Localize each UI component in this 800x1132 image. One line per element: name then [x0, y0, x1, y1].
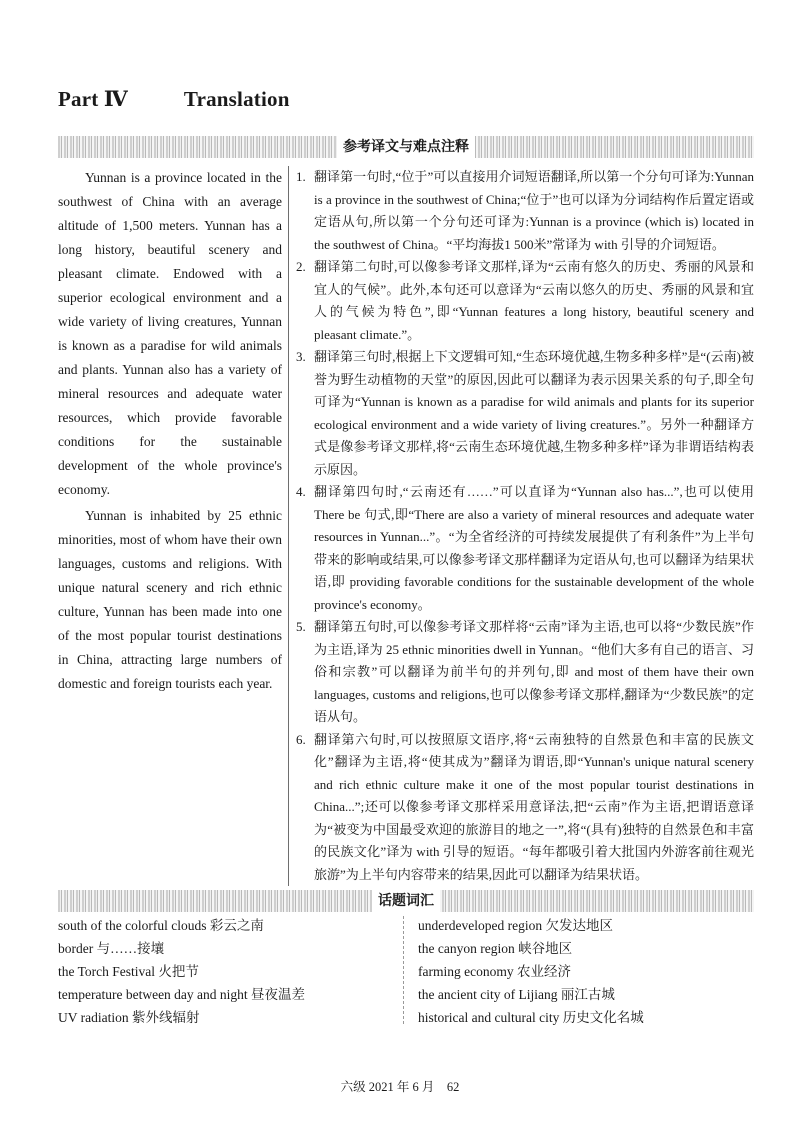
vocab-item: the Torch Festival 火把节	[58, 964, 199, 979]
vocab-list-left	[58, 914, 398, 1029]
note-item	[296, 481, 754, 616]
note-number: 4.	[296, 484, 306, 499]
note-item	[296, 166, 754, 256]
column-divider	[288, 166, 289, 886]
reference-paragraph-1: Yunnan is a province located in the southwest of China with an average altitude of 1,500 meters. Yunnan has a long history, beautiful scenery and pleasant climate. Endowed with a superior ecological environment and a wide variety of living creatures, Yunnan is known as a paradise for wild animals and plants. Yunnan also has a variety of mineral resources and adequate water resources, which provide favorable conditions for the sustainable development of the whole province's economy.	[58, 170, 282, 497]
note-number: 6.	[296, 731, 306, 747]
vocab-item: the canyon region 峡谷地区	[418, 941, 573, 956]
part-number: Part Ⅳ	[58, 87, 128, 111]
vocab-item: UV radiation 紫外线辐射	[58, 1010, 200, 1025]
section-title-vocabulary: 话题词汇	[372, 890, 440, 912]
note-text: 翻译第一句时,“位于”可以直接用介词短语翻译,所以第一个分句可译为:Yunnan is a province in the southwest of China;“位于”也可以译为分词结构作后置定语或定语从句,所以第一个分句还可译为:Yunnan is a province (which is) located in the southwest of China。“平均海拔1 500米”常译为 with 引导的介词短语。	[314, 169, 754, 252]
vocab-item: underdeveloped region 欠发达地区	[418, 918, 613, 933]
note-text: 翻译第三句时,根据上下文逻辑可知,“生态环境优越,生物多种多样”是“(云南)被誉为野生动植物的天堂”的原因,因此可以翻译为表示因果关系的句子,即全句可译为“Yunnan is known as a paradise for wild animals and plants for its superior ecological environment and a wide variety of living creatures.”。另外一种翻译方式是像参考译文那样,将“云南生态环境优越,生物多种多样”译为非谓语结构表示原因。	[314, 349, 754, 477]
vocab-list-right	[418, 914, 754, 1029]
translation-notes	[296, 166, 754, 886]
reference-paragraph-2: Yunnan is inhabited by 25 ethnic minorities, most of whom have their own languages, customs and religions. With unique natural scenery and rich ethnic culture, Yunnan has been made into one of the most popular tourist destinations in China, attracting large numbers of domestic and foreign tourists each year.	[58, 508, 282, 691]
vocab-item: south of the colorful clouds 彩云之南	[58, 918, 264, 933]
vocab-item: historical and cultural city 历史文化名城	[418, 1010, 644, 1025]
note-number: 2.	[296, 259, 306, 274]
part-title: Translation	[183, 87, 290, 111]
note-text: 翻译第五句时,可以像参考译文那样将“云南”译为主语,也可以将“少数民族”作为主语,译为 25 ethnic minorities dwell in Yunnan。“他们大多有自己的语言、习俗和宗教”可以翻译为前半句的并列句,即 and most of them have their own languages, customs and religions,也可以像参考译文那样,翻译为“少数民族”的定语从句。	[314, 619, 754, 724]
note-text: 翻译第六句时,可以按照原文语序,将“云南独特的自然景色和丰富的民族文化”翻译为主语,将“使其成为”翻译为谓语,即“Yunnan's unique natural scenery and rich ethnic culture make it one of the most popular tourist destinations in China...”;还可以像参考译文那样采用意译法,把“云南”作为主语,把谓语意译为“被变为中国最受欢迎的旅游目的地之一”,将“(具有)独特的自然景色和丰富的民族文化”译为 with 引导的短语。“每年都吸引着大批国内外游客前往观光旅游”为上半句内容带来的结果,因此可以翻译为结果状语。	[314, 731, 754, 882]
note-number: 1.	[296, 169, 306, 184]
note-text: 翻译第四句时,“云南还有……”可以直译为“Yunnan also has...”,也可以使用 There be 句式,即“There are also a variety of mineral resources and adequate water resources in Yunnan...”。“为全省经济的可持续发展提供了有利条件”为上半句带来的影响或结果,可以像参考译文那样翻译为定语从句,也可以翻译为结果状语,即 providing favorable conditions for the sustainable development of the whole province's economy。	[314, 484, 754, 612]
note-item	[296, 256, 754, 346]
section-banner-reference	[58, 136, 754, 158]
note-number: 3.	[296, 349, 306, 364]
vocab-item: temperature between day and night 昼夜温差	[58, 987, 306, 1002]
page-footer: 六级 2021 年 6 月 62	[340, 1080, 460, 1094]
note-item	[296, 346, 754, 481]
note-text: 翻译第二句时,可以像参考译文那样,译为“云南有悠久的历史、秀丽的风景和宜人的气候”。此外,本句还可以意译为“云南以悠久的历史、秀丽的风景和宜人的气候为特色”,即“Yunnan features a long history, beautiful scenery and pleasant climate.”。	[314, 259, 754, 342]
reference-translation	[58, 166, 282, 696]
note-item	[296, 729, 754, 887]
section-title-reference: 参考译文与难点注释	[337, 136, 475, 158]
vocab-divider	[403, 916, 404, 1024]
note-number: 5.	[296, 619, 306, 634]
section-banner-vocabulary	[58, 890, 754, 912]
note-item	[296, 616, 754, 729]
vocab-item: the ancient city of Lijiang 丽江古城	[418, 987, 615, 1002]
vocab-item: border 与……接壤	[58, 941, 165, 956]
vocab-item: farming economy 农业经济	[418, 964, 571, 979]
part-heading	[58, 86, 290, 112]
